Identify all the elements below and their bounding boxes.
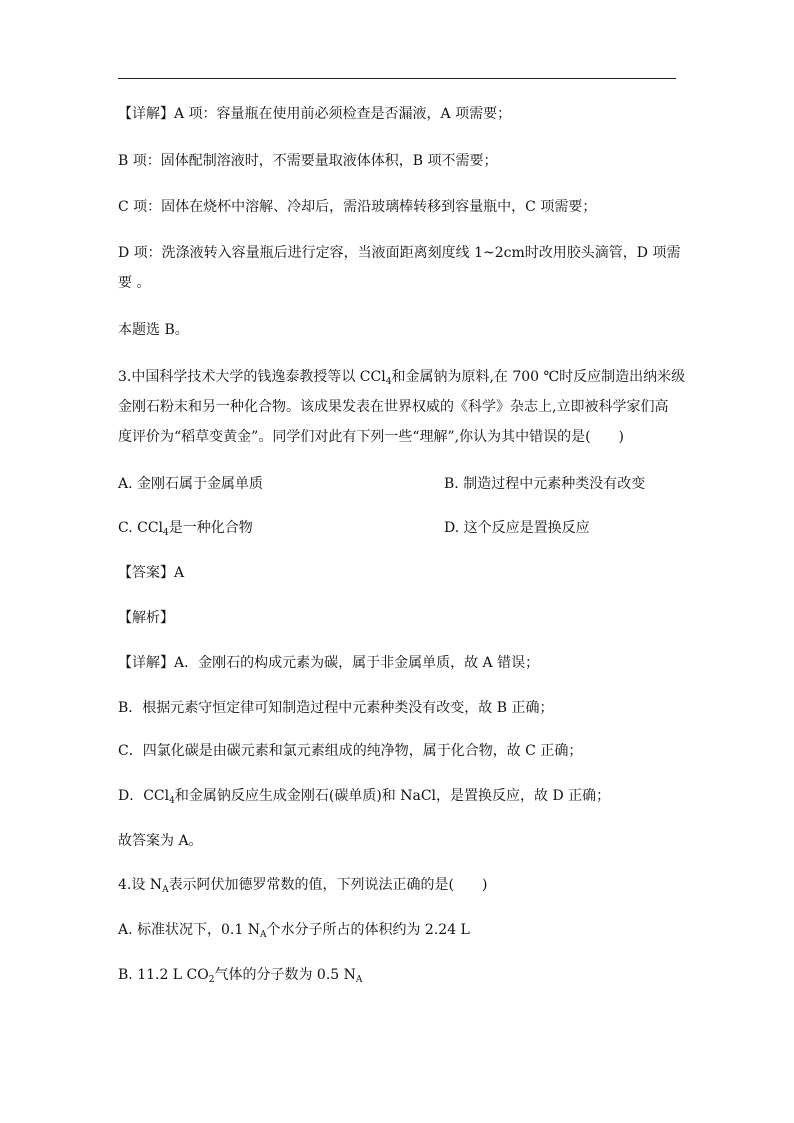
option-d: D. 这个反应是置换反应	[444, 520, 590, 536]
conclusion-line: 本题选 B。	[118, 322, 189, 338]
analysis-c: C．四氯化碳是由碳元素和氯元素组成的纯净物，属于化合物，故 C 正确；	[118, 743, 583, 759]
question-3-line-2: 金刚石粉末和另一种化合物。该成果发表在世界权威的《科学》杂志上,立即被科学家们高	[118, 399, 669, 415]
question-4: 4.设 $N_A$表示阿伏加德罗常数的值，下列说法正确的是( )	[118, 877, 488, 895]
option-c: C. CCl$_4$是一种化合物	[118, 520, 253, 538]
detail-d-cont: 要 。	[118, 275, 151, 291]
analysis-label: 【解析】	[118, 610, 174, 626]
analysis-b: B．根据元素守恒定律可知制造过程中元素种类没有改变，故 B 正确；	[118, 700, 554, 716]
detail-a: 【详解】A 项：容量瓶在使用前必须检查是否漏液，A 项需要；	[118, 106, 512, 122]
detail-c: C 项：固体在烧杯中溶解、冷却后，需沿玻璃棒转移到容量瓶中，C 项需要；	[118, 199, 597, 215]
question-3-line-3: 度评价为“稻草变黄金”。同学们对此有下列一些“理解”,你认为其中错误的是( )	[118, 429, 625, 445]
detail-d: D 项：洗涤液转入容量瓶后进行定容，当液面距离刻度线 1~2cm时改用胶头滴管，D 项需	[118, 245, 681, 261]
option-a: A. 金刚石属于金属单质	[118, 476, 264, 492]
question-4-option-a: A. 标准状况下，0.1 $N_A$个水分子所占的体积约为 2.24 L	[118, 922, 470, 940]
question-4-option-b: B. 11.2 L $CO_2$气体的分子数为 0.5 $N_A$	[118, 967, 363, 985]
analysis-d: D．CCl$_4$和金属钠反应生成金刚石(碳单质)和 NaCl，是置换反应，故 D 正确；	[118, 788, 611, 806]
header-rule	[118, 78, 676, 79]
final-answer: 故答案为 A。	[118, 833, 203, 849]
question-3-line-1: 3.中国科学技术大学的钱逸泰教授等以 CCl$_4$和金属钠为原料,在 700 ℃时反应制造出纳米级	[118, 369, 686, 387]
detail-b: B 项：固体配制溶液时，不需要量取液体体积，B 项不需要；	[118, 153, 498, 169]
answer-label: 【答案】A	[118, 565, 185, 581]
option-b: B. 制造过程中元素种类没有改变	[444, 476, 646, 492]
analysis-a: 【详解】A．金刚石的构成元素为碳，属于非金属单质，故 A 错误；	[118, 655, 540, 671]
